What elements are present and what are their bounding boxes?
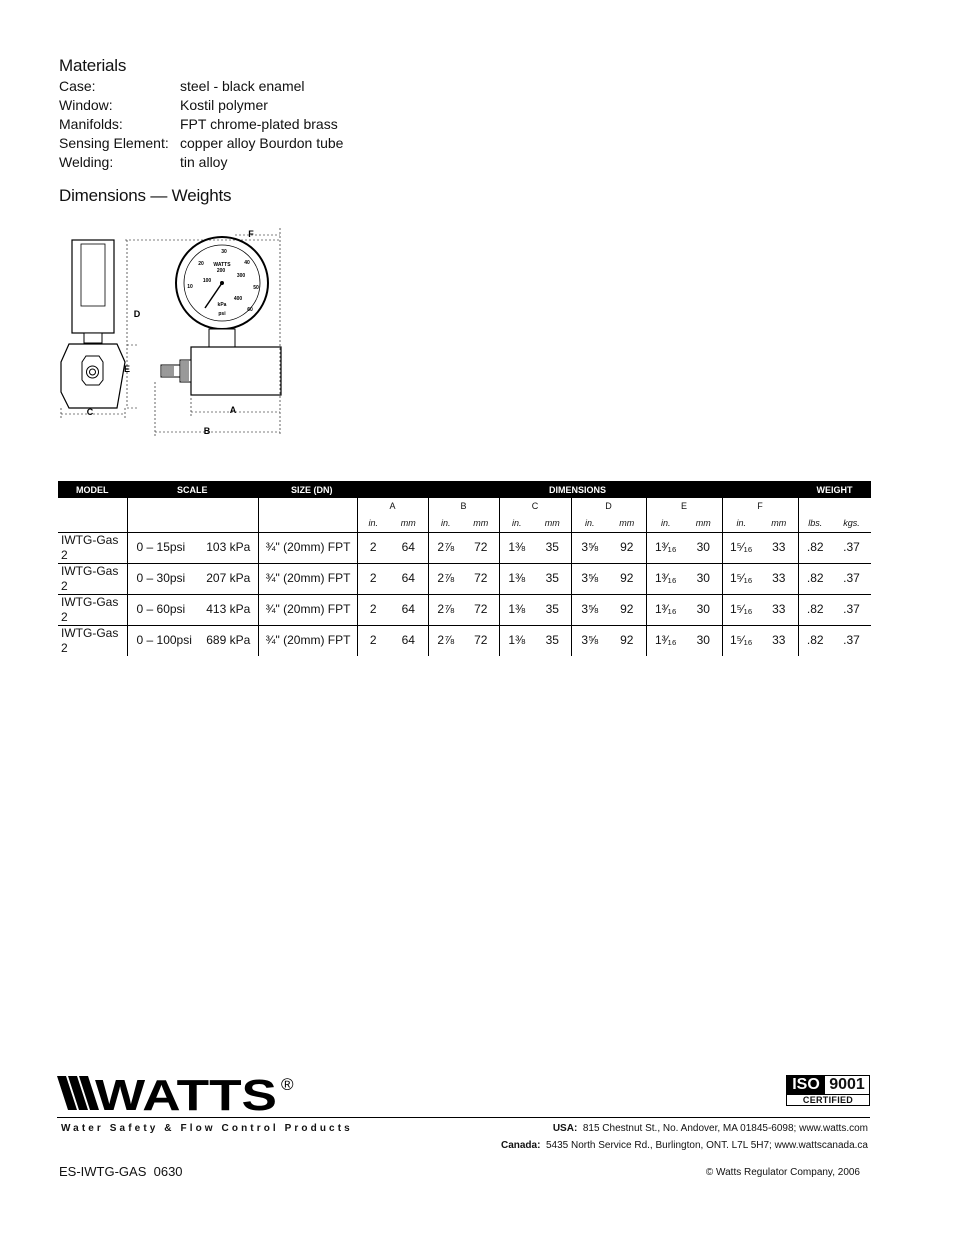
table-row [58,563,871,594]
dim-letter: E [646,498,722,515]
table-header-row [58,481,871,498]
gauge-tick: 300 [236,273,246,279]
dim-label-a: A [229,405,237,415]
cell-f-mm: 33 [760,532,798,563]
materials-row [59,153,343,172]
cell-b-mm: 72 [463,594,499,625]
cell-a-mm: 64 [389,594,428,625]
unit-in: in. [499,515,534,532]
cell-size: ¾" (20mm) FPT [258,594,357,625]
table-row [58,594,871,625]
cell-kgs: .37 [832,594,871,625]
cell-d-in: 3⅝ [571,563,608,594]
cell-b-in: 2⅞ [428,532,463,563]
company-tagline: Water Safety & Flow Control Products [61,1123,353,1134]
cell-model: IWTG-Gas 2 [61,625,119,655]
units-row [58,515,871,532]
cell-b-in: 2⅞ [428,594,463,625]
watts-logo-stripes [57,1076,99,1110]
usa-label: USA: [552,1123,578,1134]
iso-word: ISO [787,1076,825,1094]
front-view-manifold [191,347,281,395]
materials-row [59,77,343,96]
dim-label-d: D [133,309,141,319]
gauge-brand-text: WATTS [213,262,231,268]
cell-d-mm: 92 [608,594,646,625]
gauge-tick: 100 [202,278,212,284]
front-view-schrader [161,365,180,377]
material-key: Window: [59,97,113,113]
cell-kgs: .37 [832,532,871,563]
canada-address [501,1140,868,1151]
cell-e-in: 1³⁄₁₆ [646,594,685,625]
gauge-kpa-label: kPa [217,302,227,308]
cell-c-in: 1⅜ [499,625,534,656]
cell-f-in: 1⁵⁄₁₆ [722,594,760,625]
material-key: Manifolds: [59,116,123,132]
unit-mm: mm [400,517,416,528]
cell-lbs: .82 [798,594,832,625]
cell-f-in: 1⁵⁄₁₆ [722,563,760,594]
dim-letter: C [499,498,571,515]
dimensions-heading: Dimensions — Weights [59,186,232,205]
unit-mm: mm [473,517,489,528]
unit-in: in. [428,515,463,532]
registered-mark: ® [281,1075,294,1094]
cell-b-mm: 72 [463,563,499,594]
cell-b-mm: 72 [474,633,488,647]
iso-certified: CERTIFIED [787,1094,869,1106]
cell-c-in: 1⅜ [499,563,534,594]
side-view-window [81,244,105,306]
cell-c-mm: 35 [534,563,571,594]
unit-lbs: lbs. [798,515,832,532]
gauge-pivot [220,281,224,285]
unit-mm: mm [619,517,635,528]
cell-lbs: .82 [798,563,832,594]
unit-mm: mm [695,517,711,528]
cell-f-in: 1⁵⁄₁₆ [722,532,760,563]
header-model: MODEL [58,481,127,498]
materials-row [59,96,343,115]
gauge-tick: 50 [253,285,259,291]
cell-f-mm: 33 [760,563,798,594]
materials-row [59,115,343,134]
gauge-tick: 400 [233,296,243,302]
gauge-tick: 20 [198,261,204,267]
table-body [58,532,871,656]
cell-lbs: .82 [798,625,832,656]
cell-e-in: 1³⁄₁₆ [646,563,685,594]
cell-d-in: 3⅝ [571,532,608,563]
dim-letter: A [357,498,428,515]
watts-logo [57,1072,302,1114]
cell-kpa: 207 kPa [199,563,258,594]
cell-c-mm: 35 [534,594,571,625]
cell-f-mm: 33 [760,594,798,625]
cell-a-mm: 64 [389,532,428,563]
document-number: ES-IWTG-GAS 0630 [59,1164,183,1179]
cell-b-mm: 72 [463,532,499,563]
cell-c-mm: 35 [534,532,571,563]
dim-label-f: F [248,229,254,239]
dimension-letter-row [58,498,871,515]
cell-size: ¾" (20mm) FPT [258,625,357,656]
header-scale: SCALE [127,481,258,498]
cell-f-in: 1⁵⁄₁₆ [722,625,760,656]
footer-divider [57,1117,870,1118]
dim-letter: D [571,498,646,515]
unit-in: in. [571,515,608,532]
iso-badge-top [787,1076,869,1094]
cell-model: IWTG-Gas 2 [58,532,127,563]
cell-kpa: 689 kPa [206,633,251,647]
material-value: FPT chrome-plated brass [180,116,338,132]
material-value: copper alloy Bourdon tube [180,135,344,151]
usa-address-text: 815 Chestnut St., No. Andover, MA 01845-6098; www.watts.com [582,1123,868,1134]
unit-in: in. [357,515,389,532]
material-value: Kostil polymer [180,97,268,113]
cell-size: ¾" (20mm) FPT [258,563,357,594]
materials-list [59,77,343,172]
cell-d-in: 3⅝ [571,625,608,656]
unit-kgs: kgs. [843,517,860,528]
cell-a-in: 2 [357,563,389,594]
cell-e-mm: 30 [685,532,722,563]
watts-logo-text: WATTS [95,1072,277,1114]
cell-a-mm: 64 [401,633,415,647]
cell-size: ¾" (20mm) FPT [258,532,357,563]
cell-psi: 0 – 30psi [127,563,199,594]
iso-number: 9001 [829,1076,865,1093]
cell-d-mm: 92 [608,563,646,594]
iso-9001-badge [786,1075,870,1106]
cell-model: IWTG-Gas 2 [58,594,127,625]
canada-label: Canada: [500,1140,541,1151]
cell-c-in: 1⅜ [499,594,534,625]
table-row [58,532,871,563]
cell-kgs: .37 [832,563,871,594]
gauge-tick: 30 [221,249,227,255]
gauge-psi-label: psi [218,311,226,317]
cell-c-mm: 35 [545,633,559,647]
front-view-stem [209,329,235,347]
material-value: tin alloy [180,154,228,170]
cell-kpa: 103 kPa [199,532,258,563]
cell-a-in: 2 [357,594,389,625]
dimensions-table [58,481,871,656]
table-row [58,625,871,656]
cell-model: IWTG-Gas 2 [58,563,127,594]
unit-mm: mm [544,517,560,528]
material-key: Case: [59,78,96,94]
materials-row [59,134,343,153]
gauge-tick: 60 [247,307,253,313]
unit-in: in. [646,515,685,532]
material-key: Welding: [59,154,114,170]
side-view-port-inner [90,369,96,375]
cell-f-mm: 33 [772,633,786,647]
materials-heading: Materials [59,56,127,75]
material-key: Sensing Element: [59,135,169,151]
canada-address-text: 5435 North Service Rd., Burlington, ONT. L7L 5H7; www.wattscanada.ca [545,1140,868,1151]
cell-lbs: .82 [798,532,832,563]
material-value: steel - black enamel [180,78,305,94]
header-dimensions: DIMENSIONS [357,481,798,498]
cell-kpa: 413 kPa [199,594,258,625]
cell-d-mm: 92 [620,633,634,647]
usa-address [553,1123,868,1134]
header-weight: WEIGHT [798,481,871,498]
cell-b-in: 2⅞ [428,625,463,656]
gauge-tick: 40 [244,260,250,266]
cell-psi: 0 – 15psi [127,532,199,563]
cell-e-mm: 30 [685,563,722,594]
dim-label-e: E [123,364,131,374]
cell-a-in: 2 [357,625,389,656]
cell-d-in: 3⅝ [571,594,608,625]
cell-a-mm: 64 [389,563,428,594]
gauge-tick: 10 [187,284,193,290]
cell-a-in: 2 [357,532,389,563]
cell-kgs: .37 [843,633,860,647]
dim-letter: B [428,498,499,515]
cell-e-mm: 30 [685,594,722,625]
unit-mm: mm [771,517,787,528]
cell-d-mm: 92 [608,532,646,563]
cell-e-in: 1³⁄₁₆ [646,532,685,563]
dim-label-c: C [86,407,94,417]
gauge-tick: 200 [216,268,226,274]
header-size: SIZE (DN) [258,481,357,498]
cell-e-mm: 30 [696,633,710,647]
unit-in: in. [722,515,760,532]
cell-b-in: 2⅞ [428,563,463,594]
copyright: © Watts Regulator Company, 2006 [705,1167,860,1178]
cell-e-in: 1³⁄₁₆ [646,625,685,656]
cell-psi: 0 – 60psi [127,594,199,625]
dim-label-b: B [203,426,211,436]
cell-psi: 0 – 100psi [127,625,199,656]
cell-c-in: 1⅜ [499,532,534,563]
gauge-dimension-diagram [55,222,290,442]
side-view-stem [84,333,102,343]
dim-letter: F [722,498,798,515]
